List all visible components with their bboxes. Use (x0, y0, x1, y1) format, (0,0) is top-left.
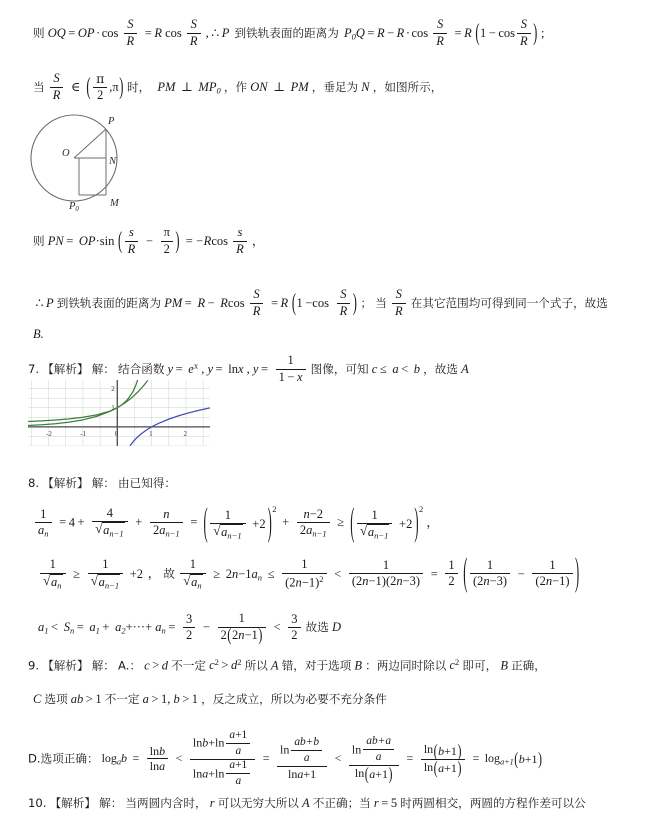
circle-geometry-diagram (18, 108, 178, 212)
problem-8-number: 8. (28, 476, 40, 490)
label-N: N (109, 156, 117, 167)
label-M: M (110, 198, 119, 209)
line2-lead: 当 (33, 79, 45, 94)
problem-7-solution: 7. 【解析】 解： 结合函数 $y = e^x$ , y = lnx , y = $\frac{1}{1 - x}$ 图像，可知 c ≤ a < b ，故选 A (28, 353, 469, 384)
problem-8-line-3: $a_1 < S_n = a_1 + a_2+\cdot\cdot\cdot+ a_n$ = $\frac{3}{2}$ − $\frac{1}{2(2n-1)}$ < $\frac{3}{2}$ 故选 D (38, 611, 341, 645)
x-tick-label: 2 (183, 429, 187, 438)
function-graph-svg (28, 380, 210, 446)
in-symbol: ∈ (71, 79, 81, 94)
line1-lead: 则 (33, 25, 45, 40)
problem-9-solution: 9. 【解析】 解： A.： c > d 不一定 $c^2 > d^2$ 所以 A 错，对于选项 B ：两边同时除以 $c^2$ 即可， B 正确， (28, 657, 546, 673)
label-O: O (62, 148, 70, 159)
problem-8-tag: 【解析】 (42, 476, 89, 490)
x-tick-label: 1 (149, 429, 153, 438)
problem-7-tag: 【解析】 (42, 361, 89, 376)
line-1-equation: 则 OQ = OP · cos $\frac{S}{R}$ = R cos $\frac{S}{R}$ , ∴ P 到铁轨表面的距离为 $P_0Q = R - R \cdot \cos$ $\frac{S}{R}$ = R (1 − cos $\frac{S}{R}$ ) ; (33, 17, 545, 48)
label-P0: P0 (69, 201, 79, 212)
geometry-svg (18, 108, 178, 212)
series-curve (28, 381, 148, 426)
problem-8-line-2: 1 √ $a_n$ ≥ 1 √ $a_{n-1}$ +2 ， 故 1 √ $a_n$ ≥ $2n-1a_n$ ≤ $\frac{1}{(2n-1)^2}$ < $\frac{1}{(2n-1)(2n-3)}$ = $\frac{1}{2}$ ( $\frac{1}{(2n-3)}$ − $\frac{1}{(2n-1)}$ ) (38, 558, 580, 591)
problem-7-number: 7. (28, 361, 40, 376)
line-3-equation: 则 PN = OP·sin ( $\frac{s}{R}$ − $\frac{\pi}{2}$ ) = −Rcos $\frac{s}{R}$ ， (33, 225, 265, 256)
line-4-conclusion: ∴ P 到铁轨表面的距离为 PM = R − Rcos $\frac{S}{R}$ = R (1 −cos $\frac{S}{R}$ ) ； 当 $\frac{S}{R}$ 在其它范围均可得到同一个式子，故选 (35, 287, 608, 318)
function-graph (28, 380, 210, 446)
line2-frac-den: R (52, 87, 61, 102)
x-tick-label: 0 (114, 429, 119, 438)
problem-8-solution: 8. 【解析】 解： 由已知得： (28, 476, 177, 490)
y-tick-label: 1 (111, 404, 115, 413)
problem-9-option-d: D.选项正确： $\log_ab$ = $\frac{\ln b}{\ln a}$ < lnb+ln $\frac{a+1}{a}$ lna+ln $\frac{a+1}{a}$ = ln $\frac{ab+b}{a}$ lna+1 < ln $\frac{ab+a}{a}$ ln(a+1) = $\frac{\ln(b+1)}{\ln(a+1)}$ = $\log_{a+1}(b+1)$ (28, 728, 543, 787)
line-5-answer: B. (33, 327, 44, 341)
problem-10-tag: 【解析】 (49, 796, 96, 810)
x-tick-label: -2 (46, 429, 52, 438)
problem-10-solution: 10. 【解析】 解： 当两圆内含时， r 可以无穷大所以 A 不正确；当 r = 5 时两圆相交，两圆的方程作差可以公 (28, 796, 586, 810)
segment-OP (74, 129, 106, 158)
label-P: P (108, 116, 115, 127)
problem-10-number: 10. (28, 796, 47, 810)
problem-9-tag: 【解析】 (42, 658, 89, 673)
y-tick-label: 2 (111, 385, 115, 394)
line2-frac-num: S (50, 71, 64, 87)
line-2-condition: 当 $\frac{S}{R}$ ∈ ( $\frac{\pi}{2}$ ,π) 时， PM ⊥ $MP_0$ ，作 ON ⊥ PM ，垂足为 N ，如图所示， (33, 71, 443, 102)
problem-9-option-c: C 选项 ab > 1 不一定 a > 1, b > 1 ，反之成立，所以为必要不充分条件 (33, 692, 387, 706)
problem-8-line-1: $\frac{1}{a_n}$ = 4 + 4 √ $a_{n-1}$ + $\frac{n}{2a_{n-1}}$ = ( 1 √ $a_{n-1}$ +2 )$^2$ + $\frac{n-2}{2a_{n-1}}$ ≥ ( 1 √ $a_{n-1}$ +2 )$^2$ ， (33, 505, 439, 542)
problem-9-number: 9. (28, 658, 40, 673)
x-tick-label: -1 (80, 429, 87, 438)
